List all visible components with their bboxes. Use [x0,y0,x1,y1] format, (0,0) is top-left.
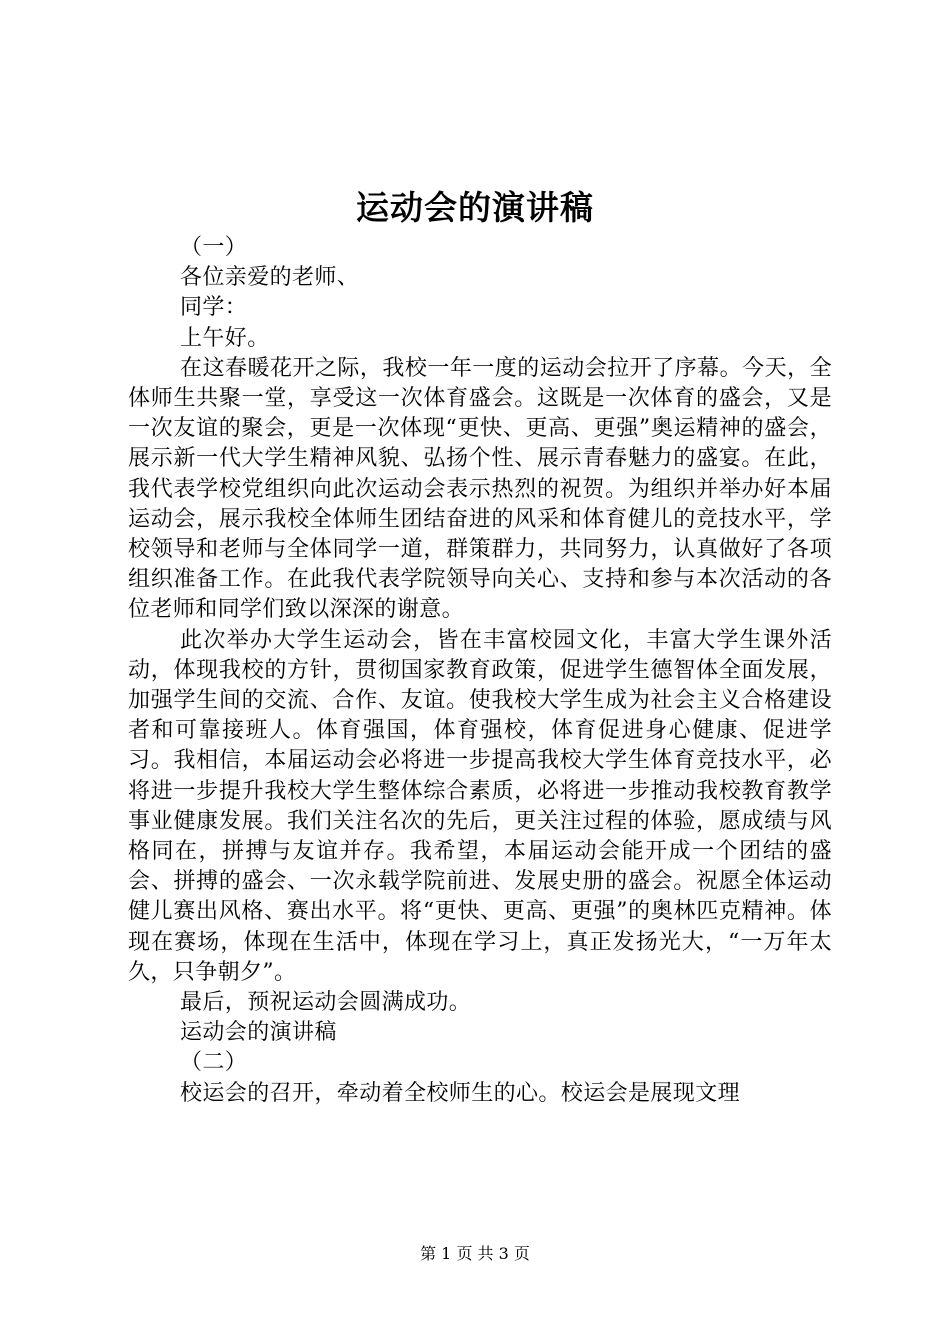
section-marker-2: （二） [180,1050,248,1076]
document-body [128,233,832,1109]
body-paragraph-1: 在这春暖花开之际，我校一年一度的运动会拉开了序幕。今天，全体师生共聚一堂，享受这一次体育盛会。这既是一次体育的盛会，又是一次友谊的聚会，更是一次体现“更快、更高、更强”奥运精神的盛会，展示新一代大学生精神风貌、弘扬个性、展示青春魅力的盛宴。在此，我代表学校党组织向此次运动会表示热烈的祝贺。为组织并举办好本届运动会，展示我校全体师生团结奋进的风采和体育健儿的竞技水平，学校领导和老师与全体同学一道，群策群力，共同努力，认真做好了各项组织准备工作。在此我代表学院领导向关心、支持和参与本次活动的各位老师和同学们致以深深的谢意。 [128,355,832,623]
document-title: 运动会的演讲稿 [356,188,594,227]
body-paragraph-2: 此次举办大学生运动会，皆在丰富校园文化，丰富大学生课外活动，体现我校的方针，贯彻国家教育政策，促进学生德智体全面发展，加强学生间的交流、合作、友谊。使我校大学生成为社会主义合格建设者和可靠接班人。体育强国，体育强校，体育促进身心健康、促进学习。我相信，本届运动会必将进一步提高我校大学生体育竞技水平，必将进一步提升我校大学生整体综合素质，必将进一步推动我校教育教学事业健康发展。我们关注名次的先后，更关注过程的体验，愿成绩与风格同在，拼搏与友谊并存。我希望，本届运动会能开成一个团结的盛会、拼搏的盛会、一次永载学院前进、发展史册的盛会。祝愿全体运动健儿赛出风格、赛出水平。将“更快、更高、更强”的奥林匹克精神。体现在赛场，体现在生活中，体现在学习上，真正发扬光大，“一万年太久，只争朝夕”。 [128,627,832,985]
salutation-line-2: 同学： [180,295,248,321]
page-footer: 第 1 页 共 3 页 [420,1244,530,1263]
section-marker-1: （一） [180,235,248,260]
salutation-line-1: 各位亲爱的老师、 [180,265,360,291]
closing-line: 最后，预祝运动会圆满成功。 [180,990,472,1016]
section-subtitle: 运动会的演讲稿 [180,1020,337,1046]
greeting-line: 上午好。 [180,325,270,351]
body-paragraph-3: 校运会的召开，牵动着全校师生的心。校运会是展现文理 [180,1080,741,1106]
